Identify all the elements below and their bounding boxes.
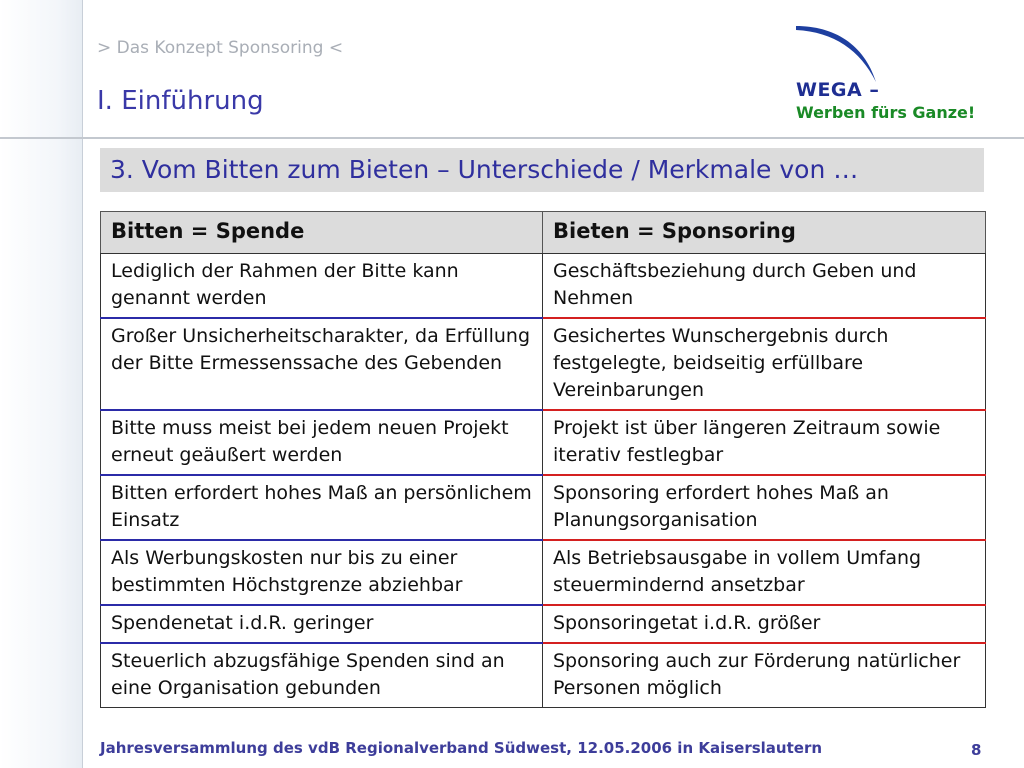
header-bitten: Bitten = Spende [101, 212, 543, 254]
footer-text: Jahresversammlung des vdB Regionalverband Südwest, 12.05.2006 in Kaiserslautern [100, 739, 823, 757]
cell-bieten: Sponsoring auch zur Förderung natürlicher Personen möglich [543, 643, 986, 708]
cell-bitten: Steuerlich abzugsfähige Spenden sind an eine Organisation gebunden [101, 643, 543, 708]
left-divider [82, 0, 83, 768]
logo-slogan: Werben fürs Ganze! [796, 103, 976, 122]
cell-bitten: Großer Unsicherheitscharakter, da Erfüllung der Bitte Ermessenssache des Gebenden [101, 318, 543, 410]
table-row [101, 410, 986, 475]
cell-bieten: Als Betriebsausgabe in vollem Umfang steuermindernd ansetzbar [543, 540, 986, 605]
comparison-table [100, 211, 986, 708]
table-row [101, 254, 986, 319]
cell-bitten: Als Werbungskosten nur bis zu einer bestimmten Höchstgrenze abziehbar [101, 540, 543, 605]
cell-bitten: Bitten erfordert hohes Maß an persönlichem Einsatz [101, 475, 543, 540]
subtitle-bar: 3. Vom Bitten zum Bieten – Unterschiede / Merkmale von … [100, 148, 984, 192]
cell-bieten: Projekt ist über längeren Zeitraum sowie iterativ festlegbar [543, 410, 986, 475]
cell-bieten: Geschäftsbeziehung durch Geben und Nehmen [543, 254, 986, 319]
header-divider [0, 137, 1024, 139]
cell-bieten: Sponsoringetat i.d.R. größer [543, 605, 986, 643]
table-row [101, 605, 986, 643]
logo-swoosh-icon [794, 22, 884, 84]
left-decorative-panel [0, 0, 82, 768]
wega-logo [794, 22, 994, 132]
table-header-row [101, 212, 986, 254]
breadcrumb: > Das Konzept Sponsoring < [97, 38, 344, 58]
table-row [101, 318, 986, 410]
page-number: 8 [971, 741, 982, 759]
table-row [101, 540, 986, 605]
cell-bieten: Gesichertes Wunschergebnis durch festgelegte, beidseitig erfüllbare Vereinbarungen [543, 318, 986, 410]
cell-bitten: Spendenetat i.d.R. geringer [101, 605, 543, 643]
table-row [101, 643, 986, 708]
logo-title: WEGA – [796, 79, 880, 101]
cell-bieten: Sponsoring erfordert hohes Maß an Planungsorganisation [543, 475, 986, 540]
table-row [101, 475, 986, 540]
cell-bitten: Bitte muss meist bei jedem neuen Projekt erneut geäußert werden [101, 410, 543, 475]
cell-bitten: Lediglich der Rahmen der Bitte kann genannt werden [101, 254, 543, 319]
section-title: I. Einführung [97, 86, 264, 116]
header-bieten: Bieten = Sponsoring [543, 212, 986, 254]
